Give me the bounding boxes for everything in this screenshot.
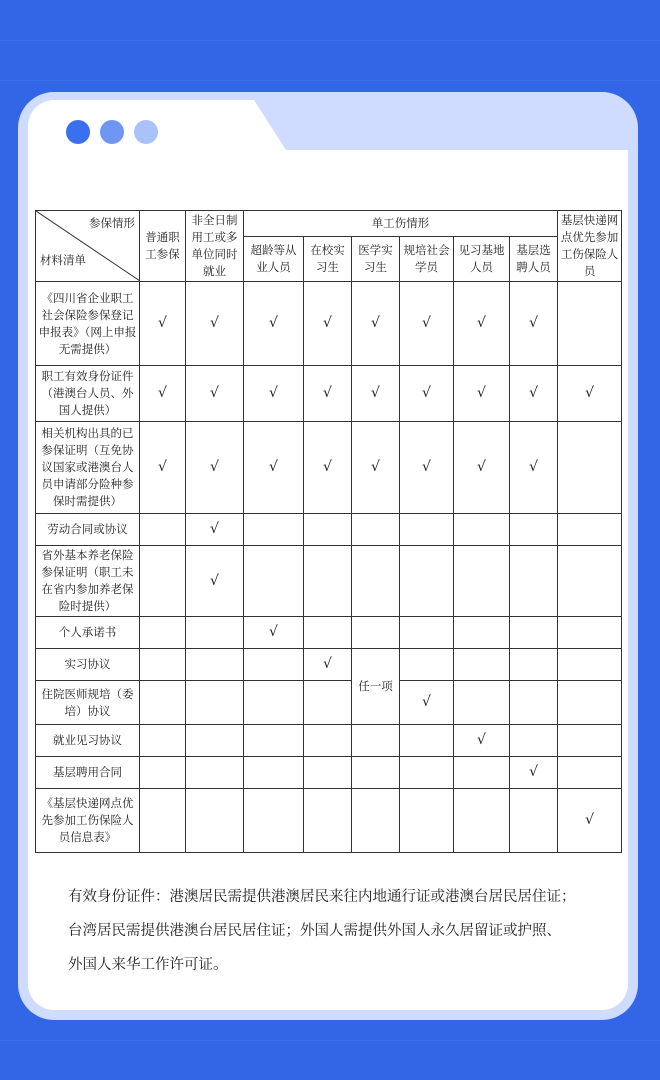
col-group-dangongshang: 单工伤情形 [244,211,558,237]
table-row [36,725,622,757]
empty-cell [140,757,186,789]
check-cell: √ [400,366,454,422]
empty-cell [400,649,454,681]
empty-cell [140,681,186,725]
materials-table [35,210,622,853]
check-cell: √ [352,422,400,514]
empty-cell [558,681,622,725]
empty-cell [352,617,400,649]
check-cell: √ [186,514,244,546]
table-row [36,422,622,514]
empty-cell [140,725,186,757]
empty-cell [510,514,558,546]
table-header-row [36,211,622,237]
note-line-3: 外国人来华工作许可证。 [68,957,228,973]
check-cell: √ [186,546,244,617]
empty-cell [304,546,352,617]
check-cell: √ [186,366,244,422]
check-cell: √ [400,422,454,514]
row-material: 相关机构出具的已参保证明（互免协议国家或港澳台人员申请部分险种参保时需提供） [36,422,140,514]
window-dot-1 [66,120,90,144]
empty-cell [304,789,352,853]
check-cell: √ [510,422,558,514]
check-cell: √ [400,282,454,366]
empty-cell [140,789,186,853]
empty-cell [400,514,454,546]
empty-cell [244,725,304,757]
subcol-yixue: 医学实习生 [352,237,400,282]
empty-cell [454,681,510,725]
empty-cell [454,514,510,546]
check-cell: √ [304,366,352,422]
check-cell: √ [140,282,186,366]
note-line-2: 台湾居民需提供港澳台居民居住证；外国人需提供外国人永久居留证或护照、 [68,923,561,939]
empty-cell [558,617,622,649]
empty-cell [186,681,244,725]
empty-cell [352,725,400,757]
empty-cell [186,649,244,681]
empty-cell [186,757,244,789]
check-cell: √ [454,282,510,366]
subcol-xuanpin: 基层选聘人员 [510,237,558,282]
empty-cell [140,546,186,617]
empty-cell [400,546,454,617]
empty-cell [304,617,352,649]
id-document-note [68,880,628,982]
window-dot-3 [134,120,158,144]
row-material: 住院医师规培（委培）协议 [36,681,140,725]
row-material: 省外基本养老保险参保证明（职工未在省内参加养老保险时提供） [36,546,140,617]
empty-cell [558,649,622,681]
empty-cell [400,617,454,649]
empty-cell [352,514,400,546]
check-cell: √ [140,422,186,514]
row-material: 劳动合同或协议 [36,514,140,546]
empty-cell [244,546,304,617]
check-cell: √ [352,282,400,366]
row-material: 就业见习协议 [36,725,140,757]
empty-cell [352,757,400,789]
empty-cell [400,725,454,757]
empty-cell [454,789,510,853]
empty-cell [558,422,622,514]
empty-cell [352,546,400,617]
empty-cell [352,789,400,853]
check-cell: √ [186,282,244,366]
row-material: 职工有效身份证件（港澳台人员、外国人提供） [36,366,140,422]
empty-cell [510,649,558,681]
empty-cell [244,514,304,546]
check-cell: √ [186,422,244,514]
empty-cell [558,514,622,546]
check-cell: √ [304,649,352,681]
check-cell: √ [400,681,454,725]
empty-cell [454,546,510,617]
window-dot-2 [100,120,124,144]
table-row [36,681,622,725]
table-row [36,617,622,649]
row-material: 基层聘用合同 [36,757,140,789]
empty-cell [558,546,622,617]
any-one-cell: 任一项 [352,649,400,725]
check-cell: √ [454,725,510,757]
table-row [36,514,622,546]
empty-cell [510,681,558,725]
check-cell: √ [454,422,510,514]
empty-cell [454,617,510,649]
row-material: 实习协议 [36,649,140,681]
empty-cell [186,789,244,853]
empty-cell [186,617,244,649]
check-cell: √ [304,282,352,366]
col-putong: 普通职工参保 [140,211,186,282]
header-materials-label: 材料清单 [40,253,86,267]
window-dots [66,120,158,144]
empty-cell [400,757,454,789]
empty-cell [510,789,558,853]
check-cell: √ [454,366,510,422]
check-cell: √ [244,617,304,649]
note-line-1: 有效身份证件：港澳居民需提供港澳居民来往内地通行证或港澳台居民居住证； [68,889,576,905]
empty-cell [244,649,304,681]
empty-cell [400,789,454,853]
empty-cell [140,649,186,681]
table-row [36,546,622,617]
empty-cell [140,617,186,649]
check-cell: √ [244,366,304,422]
row-material: 《基层快递网点优先参加工伤保险人员信息表》 [36,789,140,853]
check-cell: √ [558,366,622,422]
subcol-guipei: 规培社会学员 [400,237,454,282]
table-row [36,649,622,681]
empty-cell [510,617,558,649]
check-cell: √ [244,422,304,514]
row-material: 个人承诺书 [36,617,140,649]
empty-cell [304,725,352,757]
check-cell: √ [304,422,352,514]
subcol-chaoling: 超龄等从业人员 [244,237,304,282]
empty-cell [454,757,510,789]
empty-cell [510,546,558,617]
subcol-zaixiao: 在校实习生 [304,237,352,282]
empty-cell [454,649,510,681]
col-feiquanri: 非全日制用工或多单位同时就业 [186,211,244,282]
subcol-jianxi: 见习基地人员 [454,237,510,282]
check-cell: √ [510,366,558,422]
table-row [36,282,622,366]
check-cell: √ [510,282,558,366]
empty-cell [304,757,352,789]
check-cell: √ [352,366,400,422]
table-row [36,366,622,422]
check-cell: √ [558,789,622,853]
row-material: 《四川省企业职工社会保险参保登记申报表》（网上申报无需提供） [36,282,140,366]
empty-cell [186,725,244,757]
diagonal-header-cell [36,211,140,282]
empty-cell [244,681,304,725]
empty-cell [558,282,622,366]
table-row [36,789,622,853]
table-row [36,757,622,789]
col-jiceng-kuaidi: 基层快递网点优先参加工伤保险人员 [558,211,622,282]
check-cell: √ [140,366,186,422]
empty-cell [304,681,352,725]
empty-cell [244,757,304,789]
check-cell: √ [244,282,304,366]
header-scenario-label: 参保情形 [89,216,135,230]
empty-cell [510,725,558,757]
empty-cell [558,725,622,757]
empty-cell [140,514,186,546]
check-cell: √ [510,757,558,789]
empty-cell [558,757,622,789]
empty-cell [244,789,304,853]
empty-cell [304,514,352,546]
